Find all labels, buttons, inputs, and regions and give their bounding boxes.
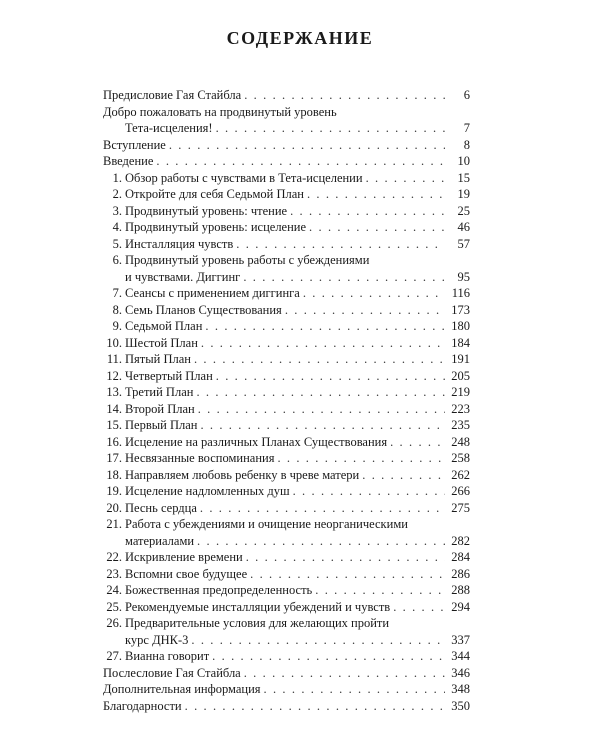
toc-line bbox=[103, 203, 470, 220]
toc-page-number: 95 bbox=[457, 269, 470, 284]
dot-leader bbox=[236, 236, 445, 253]
toc-entry-title: Благодарности bbox=[103, 698, 182, 713]
toc-entry bbox=[103, 236, 470, 253]
toc-entry-number: 16. bbox=[106, 434, 122, 449]
toc-entry bbox=[103, 566, 470, 583]
toc-page-number: 294 bbox=[451, 599, 470, 614]
toc-entry bbox=[103, 401, 470, 418]
dot-leader bbox=[250, 566, 445, 583]
toc-line bbox=[103, 417, 470, 434]
toc-entry-title: Песнь сердца bbox=[125, 500, 197, 515]
toc-entry bbox=[103, 582, 470, 599]
toc-entry-number: 10. bbox=[106, 335, 122, 350]
toc-line bbox=[103, 549, 470, 566]
toc-entry-title: курс ДНК-3 bbox=[125, 632, 189, 647]
toc-page-number: 219 bbox=[451, 385, 470, 399]
toc-line bbox=[103, 615, 470, 632]
toc-entry-number: 5. bbox=[112, 236, 122, 251]
dot-leader bbox=[216, 368, 445, 385]
toc-entry-title: Несвязанные воспоминания bbox=[125, 451, 275, 465]
toc-page-number: 275 bbox=[451, 500, 470, 515]
toc-page-number: 282 bbox=[451, 533, 470, 548]
toc-entry bbox=[103, 500, 470, 517]
toc-entry-title: Откройте для себя Седьмой План bbox=[125, 187, 304, 201]
dot-leader bbox=[244, 665, 445, 682]
dot-leader bbox=[393, 599, 445, 616]
toc-entry-title: Второй План bbox=[125, 401, 195, 416]
toc-page-number: 235 bbox=[451, 418, 470, 432]
toc-page-number: 173 bbox=[451, 302, 470, 317]
dot-leader bbox=[191, 632, 445, 649]
toc-page-number: 348 bbox=[451, 682, 470, 696]
toc-page-number: 25 bbox=[457, 203, 470, 218]
toc-page-number: 7 bbox=[463, 121, 470, 135]
toc-entry-title: Предисловие Гая Стайбла bbox=[103, 88, 242, 102]
toc-line bbox=[103, 87, 470, 104]
toc-entry-number: 13. bbox=[106, 385, 122, 399]
page-title: СОДЕРЖАНИЕ bbox=[226, 28, 374, 48]
toc-entry-title: Вступление bbox=[103, 137, 166, 152]
dot-leader bbox=[216, 120, 445, 137]
dot-leader bbox=[200, 500, 445, 517]
toc-line bbox=[103, 500, 470, 517]
toc-entry-title: Послесловие Гая Стайбла bbox=[103, 665, 241, 680]
toc-entry-title: Продвинутый уровень: исцеление bbox=[125, 220, 307, 234]
dot-leader bbox=[194, 351, 445, 368]
dot-leader bbox=[366, 170, 445, 187]
toc-entry bbox=[103, 137, 470, 154]
toc-page-number: 262 bbox=[451, 467, 470, 482]
toc-entry-title: Работа с убеждениями и очищение неорганическими bbox=[125, 517, 408, 531]
toc-line bbox=[103, 533, 470, 550]
toc-page-number: 286 bbox=[451, 566, 470, 581]
toc-entry-number: 1. bbox=[112, 170, 122, 185]
toc-entry-number: 4. bbox=[112, 220, 122, 234]
toc-page-number: 57 bbox=[457, 236, 470, 251]
toc-entry-number: 21. bbox=[106, 517, 122, 531]
toc-line bbox=[103, 648, 470, 665]
toc-line bbox=[103, 582, 470, 599]
toc-entry-title: и чувствами. Диггинг bbox=[125, 269, 241, 284]
toc-entry-number: 24. bbox=[106, 583, 122, 597]
toc-entry-title: Тета-исцеления! bbox=[125, 121, 213, 135]
toc-entry-title: Дополнительная информация bbox=[103, 682, 261, 696]
toc-entry bbox=[103, 384, 470, 401]
toc-page-number: 184 bbox=[451, 335, 470, 350]
toc-page-number: 266 bbox=[451, 484, 470, 498]
toc-entry-title: Четвертый План bbox=[125, 368, 213, 383]
toc-entry-title: Продвинутый уровень работы с убеждениями bbox=[125, 253, 370, 267]
toc-entry-number: 3. bbox=[112, 203, 122, 218]
toc-entry-title: Предварительные условия для желающих пройти bbox=[125, 616, 390, 630]
toc-entry-number: 8. bbox=[112, 302, 122, 317]
toc-line bbox=[103, 285, 470, 302]
dot-leader bbox=[201, 335, 445, 352]
toc-line bbox=[103, 467, 470, 484]
toc-page-number: 46 bbox=[457, 220, 470, 234]
toc-line bbox=[103, 434, 470, 451]
toc-entry-number: 23. bbox=[106, 566, 122, 581]
toc-entry-number: 27. bbox=[106, 649, 122, 663]
toc-entry-title: Добро пожаловать на продвинутый уровень bbox=[103, 104, 337, 119]
toc-entry-title: Продвинутый уровень: чтение bbox=[125, 203, 288, 218]
dot-leader bbox=[185, 698, 445, 715]
toc-entry-number: 22. bbox=[106, 550, 122, 564]
toc-entry-number: 6. bbox=[112, 253, 122, 267]
toc-line bbox=[103, 632, 470, 649]
dot-leader bbox=[205, 318, 445, 335]
toc-line bbox=[103, 599, 470, 616]
toc-line bbox=[103, 335, 470, 352]
toc-entry-number: 11. bbox=[106, 352, 122, 366]
toc-entry bbox=[103, 186, 470, 203]
dot-leader bbox=[212, 648, 445, 665]
toc-page-number: 248 bbox=[451, 434, 470, 449]
toc-entry-title: Божественная предопределенность bbox=[125, 583, 313, 597]
toc-entry bbox=[103, 318, 470, 335]
toc-line bbox=[103, 186, 470, 203]
toc-line bbox=[103, 698, 470, 715]
toc-entry-number: 25. bbox=[106, 599, 122, 614]
toc-page-number: 6 bbox=[463, 88, 470, 102]
dot-leader bbox=[315, 582, 445, 599]
toc-line bbox=[103, 104, 470, 121]
toc-entry-title: Вспомни свое будущее bbox=[125, 566, 248, 581]
toc-line bbox=[103, 401, 470, 418]
toc-entry bbox=[103, 285, 470, 302]
toc-entry-title: Семь Планов Существования bbox=[125, 302, 282, 317]
toc-line bbox=[103, 269, 470, 286]
dot-leader bbox=[196, 384, 445, 401]
toc-entry bbox=[103, 483, 470, 500]
toc-entry-number: 7. bbox=[112, 286, 122, 300]
dot-leader bbox=[246, 549, 445, 566]
toc-entry bbox=[103, 516, 470, 549]
toc-entry bbox=[103, 368, 470, 385]
toc-entry-number: 18. bbox=[106, 467, 122, 482]
toc-line bbox=[103, 516, 470, 533]
toc-entry bbox=[103, 203, 470, 220]
toc-page-number: 346 bbox=[451, 665, 470, 680]
toc-page-number: 15 bbox=[457, 170, 470, 185]
table-of-contents bbox=[103, 87, 470, 714]
toc-page-number: 288 bbox=[451, 583, 470, 597]
toc-page-number: 223 bbox=[451, 401, 470, 416]
dot-leader bbox=[285, 302, 445, 319]
toc-entry bbox=[103, 648, 470, 665]
toc-entry bbox=[103, 599, 470, 616]
toc-line bbox=[103, 137, 470, 154]
toc-page-number: 205 bbox=[451, 368, 470, 383]
dot-leader bbox=[200, 417, 445, 434]
toc-page-number: 19 bbox=[457, 187, 470, 201]
toc-entry-title: Направляем любовь ребенку в чреве матери bbox=[125, 467, 360, 482]
toc-line bbox=[103, 318, 470, 335]
toc-line bbox=[103, 566, 470, 583]
toc-line bbox=[103, 302, 470, 319]
toc-entry bbox=[103, 170, 470, 187]
toc-page-number: 8 bbox=[463, 137, 470, 152]
toc-page-number: 180 bbox=[451, 319, 470, 333]
toc-line bbox=[103, 170, 470, 187]
toc-entry-title: Сеансы с применением диггинга bbox=[125, 286, 300, 300]
toc-page-number: 116 bbox=[451, 286, 470, 300]
dot-leader bbox=[290, 203, 445, 220]
toc-line bbox=[103, 252, 470, 269]
toc-entry bbox=[103, 104, 470, 137]
dot-leader bbox=[264, 681, 445, 698]
toc-entry-title: Инсталляция чувств bbox=[125, 236, 234, 251]
toc-entry bbox=[103, 87, 470, 104]
dot-leader bbox=[197, 533, 445, 550]
dot-leader bbox=[309, 219, 445, 236]
toc-entry bbox=[103, 417, 470, 434]
toc-line bbox=[103, 384, 470, 401]
toc-entry-number: 15. bbox=[106, 418, 122, 432]
toc-entry bbox=[103, 219, 470, 236]
dot-leader bbox=[390, 434, 445, 451]
toc-entry bbox=[103, 302, 470, 319]
toc-line bbox=[103, 681, 470, 698]
toc-entry-number: 9. bbox=[112, 319, 122, 333]
toc-line bbox=[103, 368, 470, 385]
dot-leader bbox=[362, 467, 445, 484]
toc-entry-title: Первый План bbox=[125, 418, 198, 432]
toc-page-number: 258 bbox=[451, 451, 470, 465]
dot-leader bbox=[156, 153, 445, 170]
dot-leader bbox=[293, 483, 445, 500]
toc-entry bbox=[103, 351, 470, 368]
toc-entry-title: Седьмой План bbox=[125, 319, 203, 333]
toc-entry bbox=[103, 615, 470, 648]
toc-entry bbox=[103, 450, 470, 467]
toc-entry bbox=[103, 335, 470, 352]
toc-entry-title: Обзор работы с чувствами в Тета-исцелении bbox=[125, 170, 363, 185]
toc-entry-title: Шестой План bbox=[125, 335, 198, 350]
toc-line bbox=[103, 483, 470, 500]
toc-entry-number: 26. bbox=[106, 616, 122, 630]
toc-page-number: 191 bbox=[451, 352, 470, 366]
toc-line bbox=[103, 351, 470, 368]
toc-page-number: 350 bbox=[451, 698, 470, 713]
toc-line bbox=[103, 665, 470, 682]
dot-leader bbox=[244, 87, 445, 104]
toc-entry-number: 20. bbox=[106, 500, 122, 515]
toc-entry bbox=[103, 153, 470, 170]
toc-entry-title: Рекомендуемые инсталляции убеждений и чувств bbox=[125, 599, 391, 614]
toc-line bbox=[103, 219, 470, 236]
dot-leader bbox=[169, 137, 445, 154]
toc-page-number: 344 bbox=[451, 649, 470, 663]
toc-entry bbox=[103, 698, 470, 715]
toc-line bbox=[103, 236, 470, 253]
toc-line bbox=[103, 450, 470, 467]
toc-entry bbox=[103, 252, 470, 285]
toc-entry-number: 19. bbox=[106, 484, 122, 498]
toc-entry-title: Искривление времени bbox=[125, 550, 243, 564]
toc-entry-title: материалами bbox=[125, 533, 195, 548]
toc-entry bbox=[103, 434, 470, 451]
toc-entry-title: Исцеление надломленных душ bbox=[125, 484, 290, 498]
toc-entry-title: Вианна говорит bbox=[125, 649, 210, 663]
toc-entry-title: Исцеление на различных Планах Существования bbox=[125, 434, 388, 449]
toc-entry-number: 14. bbox=[106, 401, 122, 416]
toc-entry-number: 2. bbox=[112, 187, 122, 201]
dot-leader bbox=[307, 186, 445, 203]
toc-entry-title: Введение bbox=[103, 154, 154, 168]
toc-entry-title: Пятый План bbox=[125, 352, 191, 366]
toc-line bbox=[103, 153, 470, 170]
toc-page-number: 284 bbox=[451, 550, 470, 564]
toc-entry-number: 12. bbox=[106, 368, 122, 383]
dot-leader bbox=[243, 269, 445, 286]
toc-line bbox=[103, 120, 470, 137]
dot-leader bbox=[277, 450, 445, 467]
toc-entry bbox=[103, 681, 470, 698]
toc-page-number: 10 bbox=[457, 154, 470, 168]
dot-leader bbox=[198, 401, 445, 418]
dot-leader bbox=[303, 285, 445, 302]
toc-entry bbox=[103, 467, 470, 484]
toc-entry bbox=[103, 549, 470, 566]
toc-page-number: 337 bbox=[451, 632, 470, 647]
toc-entry-title: Третий План bbox=[125, 385, 194, 399]
toc-entry bbox=[103, 665, 470, 682]
toc-entry-number: 17. bbox=[106, 451, 122, 465]
